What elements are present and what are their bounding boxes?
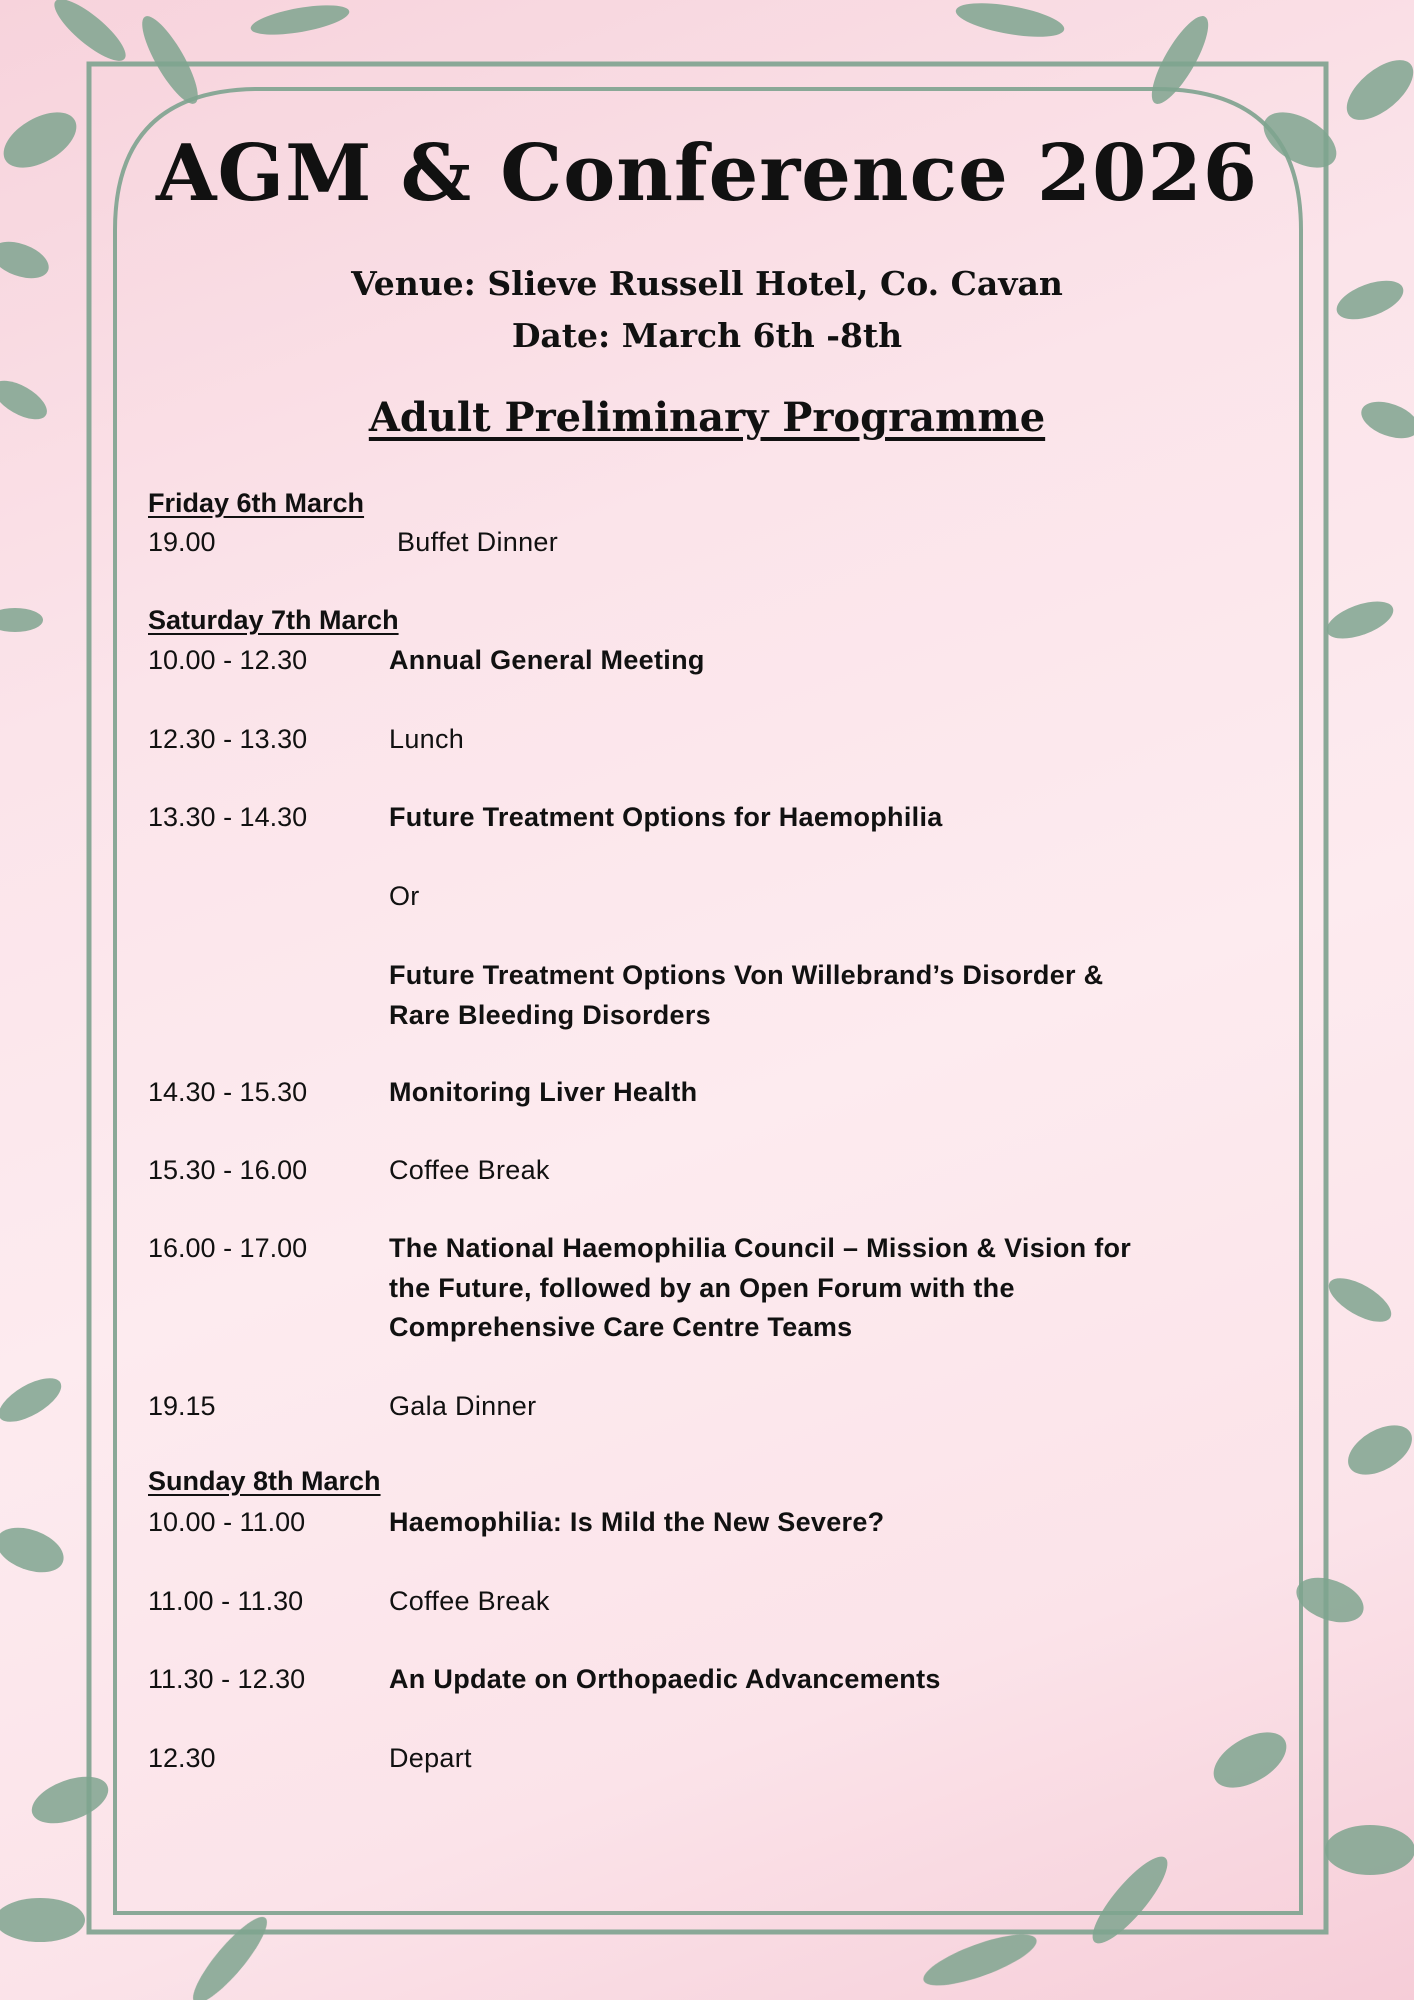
day-heading-saturday: Saturday 7th March <box>148 605 399 635</box>
time: 16.00 - 17.00 <box>148 1233 308 1263</box>
event: Gala Dinner <box>389 1391 537 1421</box>
programme-heading: Adult Preliminary Programme <box>368 394 1046 441</box>
event: Annual General Meeting <box>389 645 705 675</box>
event: Future Treatment Options for Haemophilia <box>389 802 943 832</box>
event: Monitoring Liver Health <box>389 1077 698 1107</box>
time: 11.30 - 12.30 <box>148 1664 306 1694</box>
time: 10.00 - 12.30 <box>148 645 308 675</box>
event: Haemophilia: Is Mild the New Severe? <box>389 1507 885 1537</box>
time: 15.30 - 16.00 <box>148 1155 308 1185</box>
page-title: AGM & Conference 2026 <box>156 128 1258 219</box>
event: Buffet Dinner <box>397 527 558 557</box>
event: The National Haemophilia Council – Mission & Vision for the Future, followed by an Open Forum with the Comprehensive Care Centre Teams <box>389 1233 1132 1342</box>
time: 12.30 <box>148 1743 216 1773</box>
event: Lunch <box>389 724 465 754</box>
date-text: Date: March 6th -8th <box>511 316 903 355</box>
time: 19.00 <box>148 527 216 557</box>
event: Coffee Break <box>389 1155 550 1185</box>
time: 12.30 - 13.30 <box>148 724 308 754</box>
event: Future Treatment Options Von Willebrand’s Disorder & Rare Bleeding Disorders <box>389 960 1104 1030</box>
day-heading-friday: Friday 6th March <box>148 488 365 518</box>
event: An Update on Orthopaedic Advancements <box>389 1664 941 1694</box>
event: Coffee Break <box>389 1586 550 1616</box>
day-heading-sunday: Sunday 8th March <box>148 1466 381 1496</box>
time: 13.30 - 14.30 <box>148 802 308 832</box>
venue-text: Venue: Slieve Russell Hotel, Co. Cavan <box>351 264 1063 303</box>
event: Depart <box>389 1743 472 1773</box>
time: 10.00 - 11.00 <box>148 1507 306 1537</box>
time: 11.00 - 11.30 <box>148 1586 304 1616</box>
time: 14.30 - 15.30 <box>148 1077 308 1107</box>
time: 19.15 <box>148 1391 216 1421</box>
event: Or <box>389 881 420 911</box>
